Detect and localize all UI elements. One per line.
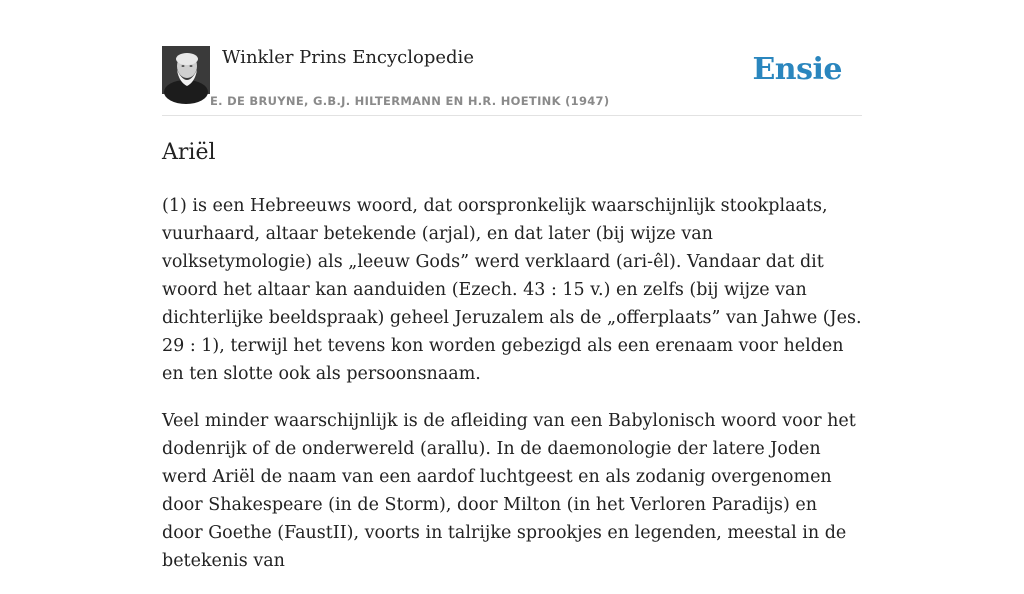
- article-title: Ariël: [162, 140, 216, 165]
- source-header: [162, 46, 862, 116]
- article-paragraph-2: Veel minder waarschijnlijk is de afleiding van een Babylonisch woord voor het dodenrijk of de onderwereld (arallu). In de daemonologie der latere Joden werd Ariël de naam van een aardof luchtgeest en als zodanig overgenomen door Shakespeare (in de Storm), door Milton (in het Verloren Paradijs) en door Goethe (FaustII), voorts in talrijke sprookjes en legenden, meestal in de betekenis van: [162, 411, 856, 571]
- brand-logo[interactable]: Ensie: [752, 52, 842, 87]
- portrait-icon: [162, 46, 210, 94]
- avatar[interactable]: [162, 46, 210, 94]
- source-authors: E. DE BRUYNE, G.B.J. HILTERMANN EN H.R. HOETINK (1947): [210, 94, 610, 108]
- article-paragraph-1: (1) is een Hebreeuws woord, dat oorspronkelijk waarschijnlijk stookplaats, vuurhaard, altaar betekende (arjal), en dat later (bij wijze van volksetymologie) als „leeuw Gods” werd verklaard (ari-êl). Vandaar dat dit woord het altaar kan aanduiden (Ezech. 43 : 15 v.) en zelfs (bij wijze van dichterlijke beeldspraak) geheel Jeruzalem als de „offerplaats” van Jahwe (Jes. 29 : 1), terwijl het tevens kon worden gebezigd als een erenaam voor helden en ten slotte ook als persoonsnaam.: [162, 196, 862, 384]
- article-body: [162, 192, 862, 594]
- source-title[interactable]: Winkler Prins Encyclopedie: [222, 47, 474, 68]
